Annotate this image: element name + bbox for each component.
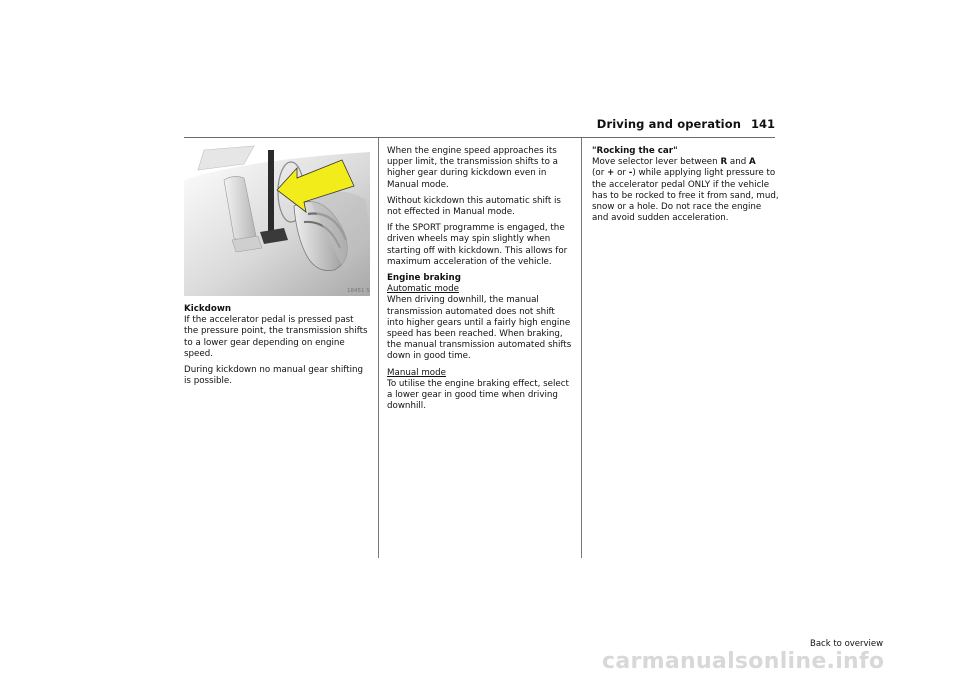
manual-mode-heading: Manual mode (387, 367, 446, 378)
column-left (184, 304, 370, 392)
paragraph-upper-limit: When the engine speed approaches its upper limit, the transmission shifts to a higher gear during kickdown even in Manual mode. (387, 146, 558, 190)
automatic-mode-heading: Automatic mode (387, 284, 459, 295)
manual-shift-note: During kickdown no manual gear shifting is possible. (184, 365, 364, 387)
header-divider (184, 137, 775, 138)
page-header (184, 117, 775, 133)
column-right (592, 146, 779, 229)
figure-code: 18451 S (347, 288, 370, 294)
manual-mode-section (387, 368, 574, 413)
kickdown-illustration (184, 140, 370, 296)
manual-mode-text: To utilise the engine braking effect, select a lower gear in good time when driving downhill. (387, 378, 569, 412)
back-to-overview-link[interactable]: Back to overview (810, 639, 884, 649)
accelerator-pedal-icon (184, 140, 370, 296)
kickdown-section (184, 304, 370, 360)
column-divider-1 (378, 138, 379, 558)
key-r: R (720, 157, 728, 168)
section-title: Driving and operation (596, 117, 741, 131)
rocking-section (592, 146, 779, 224)
kickdown-text: If the accelerator pedal is pressed past the pressure point, the transmission shifts to a lower gear depending on engine speed. (184, 315, 368, 359)
key-a: A (749, 157, 756, 168)
column-divider-2 (581, 138, 582, 558)
kickdown-heading: Kickdown (184, 304, 232, 314)
engine-braking-heading: Engine braking (387, 273, 461, 284)
key-minus: - (628, 168, 633, 179)
rocking-text-or: or (614, 168, 629, 179)
column-middle (387, 146, 574, 417)
rocking-text-and: and (727, 157, 750, 168)
engine-braking-section (387, 273, 574, 363)
rocking-text-1: Move selector lever between (592, 157, 721, 168)
page-number: 141 (750, 117, 775, 131)
key-plus: + (607, 168, 615, 179)
automatic-mode-text: When driving downhill, the manual transmission automated does not shift into higher gears until a fairly high engine speed has been reached. When braking, the manual transmission automated shifts down in good time. (387, 295, 572, 362)
paragraph-without-kickdown: Without kickdown this automatic shift is not effected in Manual mode. (387, 195, 561, 218)
rocking-text-3: ) while applying light pressure to the accelerator pedal ONLY if the vehicle has to be rocked to free it from sand, mud, snow or a hole. Do not race the engine and avoid sudden acceleration. (592, 168, 779, 224)
rocking-text-2: (or (592, 168, 608, 179)
watermark: carmanualsonline.info (602, 649, 885, 674)
paragraph-sport-programme: If the SPORT programme is engaged, the driven wheels may spin slightly when starting off with kickdown. This allows for maximum acceleration of the vehicle. (387, 223, 568, 267)
rocking-heading: "Rocking the car" (592, 146, 678, 156)
